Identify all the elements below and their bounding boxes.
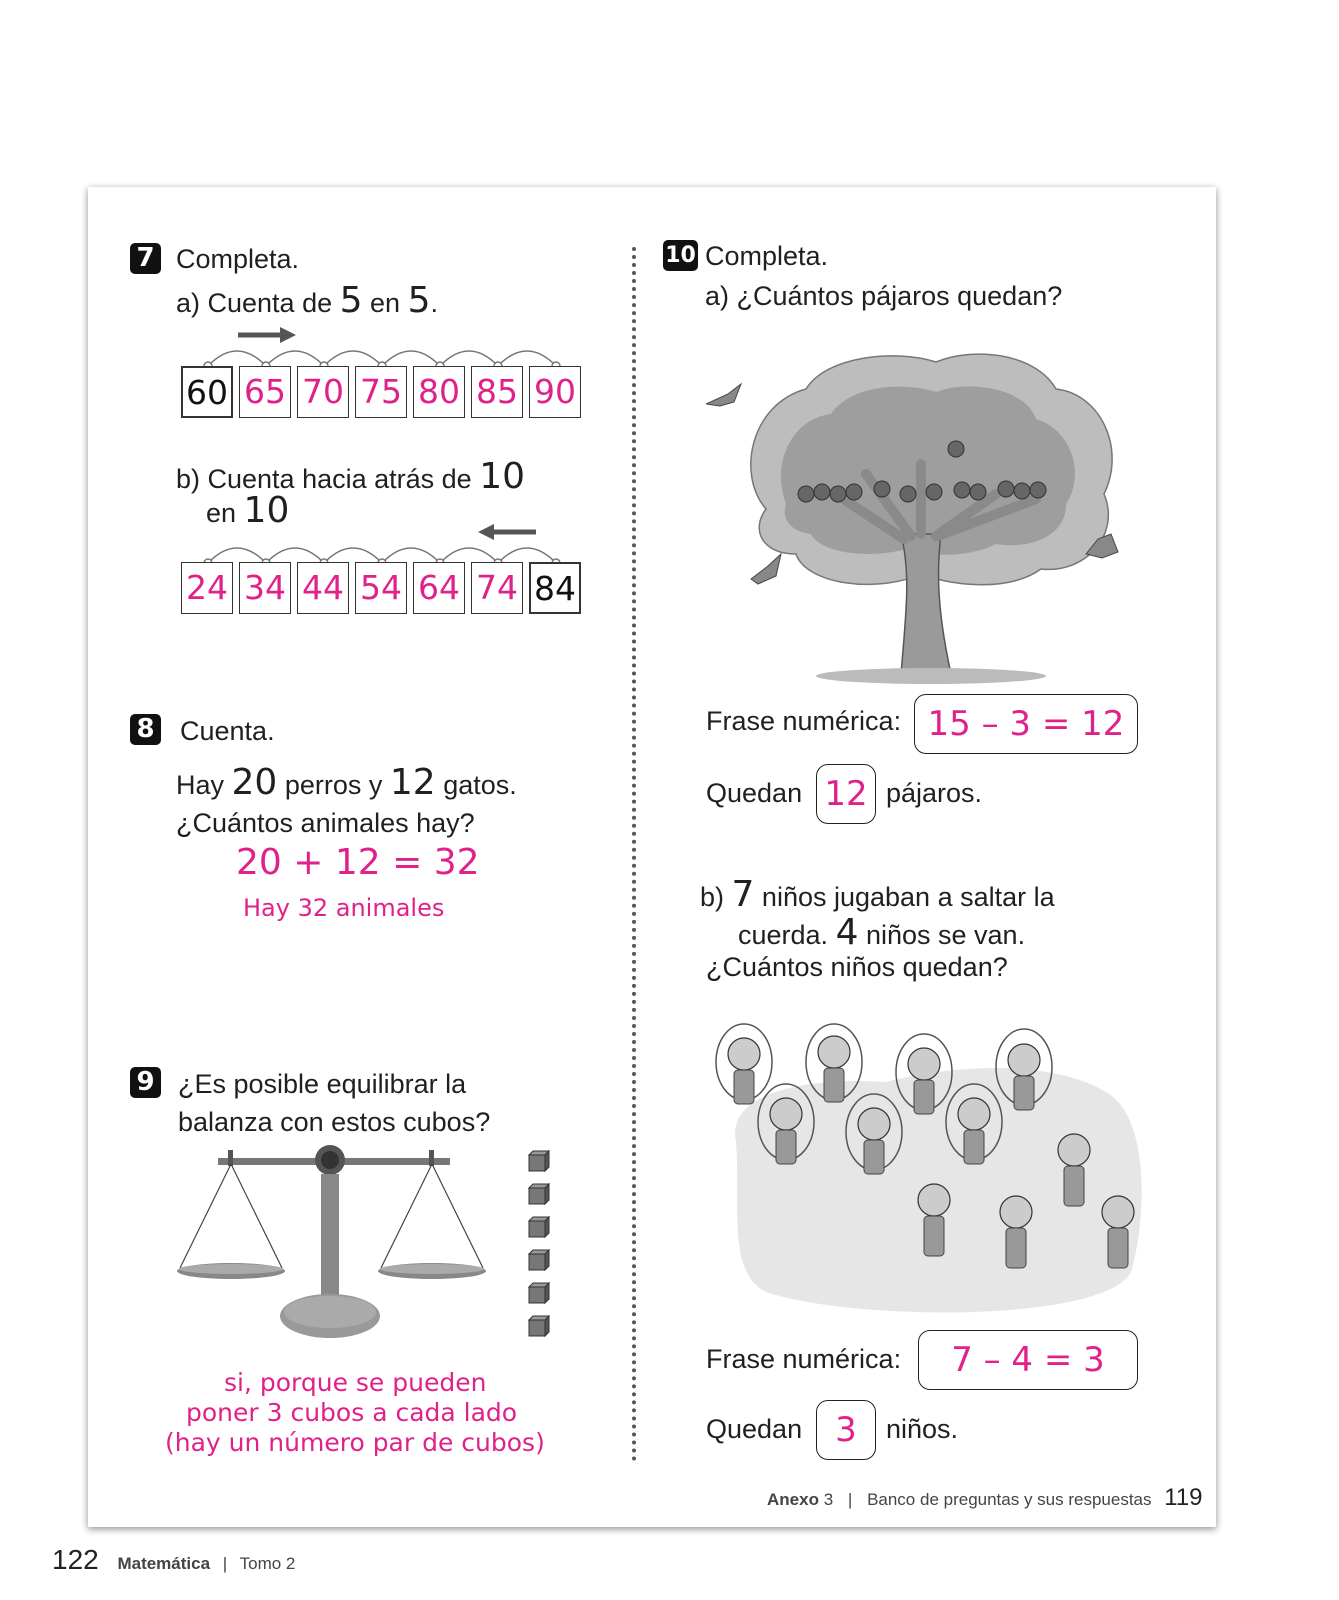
q10a-frase-label: Frase numérica:	[706, 706, 902, 736]
count-cell-start: 60	[181, 366, 233, 418]
inner-footer-section: Banco de preguntas y sus respuestas	[867, 1490, 1152, 1509]
outer-footer-separator: |	[222, 1554, 228, 1573]
balance-scale-illustration	[176, 1144, 496, 1344]
question-number-9: 9	[130, 1067, 161, 1098]
q10a-question: a) ¿Cuántos pájaros quedan?	[705, 281, 1063, 311]
count-cell-start: 84	[529, 562, 581, 614]
cube-icon	[528, 1150, 550, 1172]
q10b-frase-label: Frase numérica:	[706, 1344, 902, 1374]
q10a-frase-answer-box: 15 – 3 = 12	[914, 694, 1138, 754]
count-cell-answer: 64	[413, 562, 465, 614]
count-cell-answer: 75	[355, 366, 407, 418]
inner-footer-annex: Anexo	[767, 1490, 819, 1509]
q8-dogs-count: 20	[231, 762, 278, 803]
inner-footer-separator: |	[847, 1490, 853, 1509]
q10b-quedan-answer-box: 3	[816, 1400, 876, 1460]
q10b-quedan-unit: niños.	[886, 1414, 959, 1444]
count-cell-answer: 44	[297, 562, 349, 614]
inner-footer	[767, 1484, 1203, 1512]
q8-answer-text: Hay 32 animales	[243, 894, 445, 922]
outer-footer-subject: Matemática	[117, 1554, 211, 1573]
question-number-7: 7	[130, 243, 161, 274]
q10b-prompt-line2: cuerda. 4 niños se van.	[738, 912, 1026, 953]
q7b-step: 10	[479, 456, 525, 497]
q9-answer-line1: si, porque se pueden	[224, 1368, 487, 1397]
count-cell-answer: 70	[297, 366, 349, 418]
count-cell-answer: 80	[413, 366, 465, 418]
count-cell-answer: 90	[529, 366, 581, 418]
q10a-quedan-label: Quedan	[706, 778, 803, 808]
cube-icon	[528, 1183, 550, 1205]
cube-icon	[528, 1315, 550, 1337]
cube-icon	[528, 1249, 550, 1271]
q9-prompt-line2: balanza con estos cubos?	[178, 1107, 491, 1137]
q10b-kids-count: 7	[731, 874, 755, 915]
inner-page-number: 119	[1164, 1484, 1203, 1511]
q7-title: Completa.	[176, 244, 300, 274]
q10b-quedan-label: Quedan	[706, 1414, 803, 1444]
q7b-prompt: b) Cuenta hacia atrás de 10	[176, 456, 525, 497]
q9-answer-line3: (hay un número par de cubos)	[165, 1428, 545, 1457]
q10b-prompt-line1: b) 7 niños jugaban a saltar la	[700, 874, 1055, 915]
outer-footer	[52, 1544, 295, 1576]
tree-with-birds-illustration	[706, 344, 1146, 684]
count-cell-answer: 34	[239, 562, 291, 614]
children-jumping-rope-illustration	[706, 1022, 1152, 1322]
cube-icon	[528, 1282, 550, 1304]
count-cell-answer: 74	[471, 562, 523, 614]
column-divider	[632, 247, 636, 1462]
q8-title: Cuenta.	[180, 716, 275, 746]
q7b-prompt-line2: en 10	[206, 490, 290, 531]
q8-answer-equation: 20 + 12 = 32	[236, 842, 480, 883]
outer-page-number: 122	[52, 1544, 99, 1575]
count-cell-answer: 85	[471, 366, 523, 418]
q7a-prompt: a) Cuenta de 5 en 5.	[176, 280, 438, 321]
q7b-step2: 10	[243, 490, 290, 531]
q9-answer-line2: poner 3 cubos a cada lado	[186, 1398, 518, 1427]
q8-question: ¿Cuántos animales hay?	[176, 808, 475, 838]
outer-footer-volume: Tomo 2	[239, 1554, 296, 1573]
q10b-question: ¿Cuántos niños quedan?	[706, 952, 1008, 982]
q10a-quedan-answer-box: 12	[816, 764, 876, 824]
count-cell-answer: 65	[239, 366, 291, 418]
count-cell-answer: 54	[355, 562, 407, 614]
q10b-leaving-count: 4	[835, 912, 859, 953]
count-cell-answer: 24	[181, 562, 233, 614]
q7a-step: 5	[339, 280, 363, 321]
question-number-8: 8	[130, 714, 161, 745]
q8-prompt: Hay 20 perros y 12 gatos.	[176, 762, 517, 803]
inner-footer-annex-number: 3	[823, 1490, 834, 1509]
q10-title: Completa.	[705, 241, 829, 271]
q8-cats-count: 12	[389, 762, 436, 803]
q7a-step2: 5	[407, 280, 431, 321]
q10b-frase-answer-box: 7 – 4 = 3	[918, 1330, 1138, 1390]
cube-icon	[528, 1216, 550, 1238]
question-number-10: 10	[663, 240, 698, 271]
q9-prompt-line1: ¿Es posible equilibrar la	[178, 1069, 467, 1099]
q10a-quedan-unit: pájaros.	[886, 778, 983, 808]
